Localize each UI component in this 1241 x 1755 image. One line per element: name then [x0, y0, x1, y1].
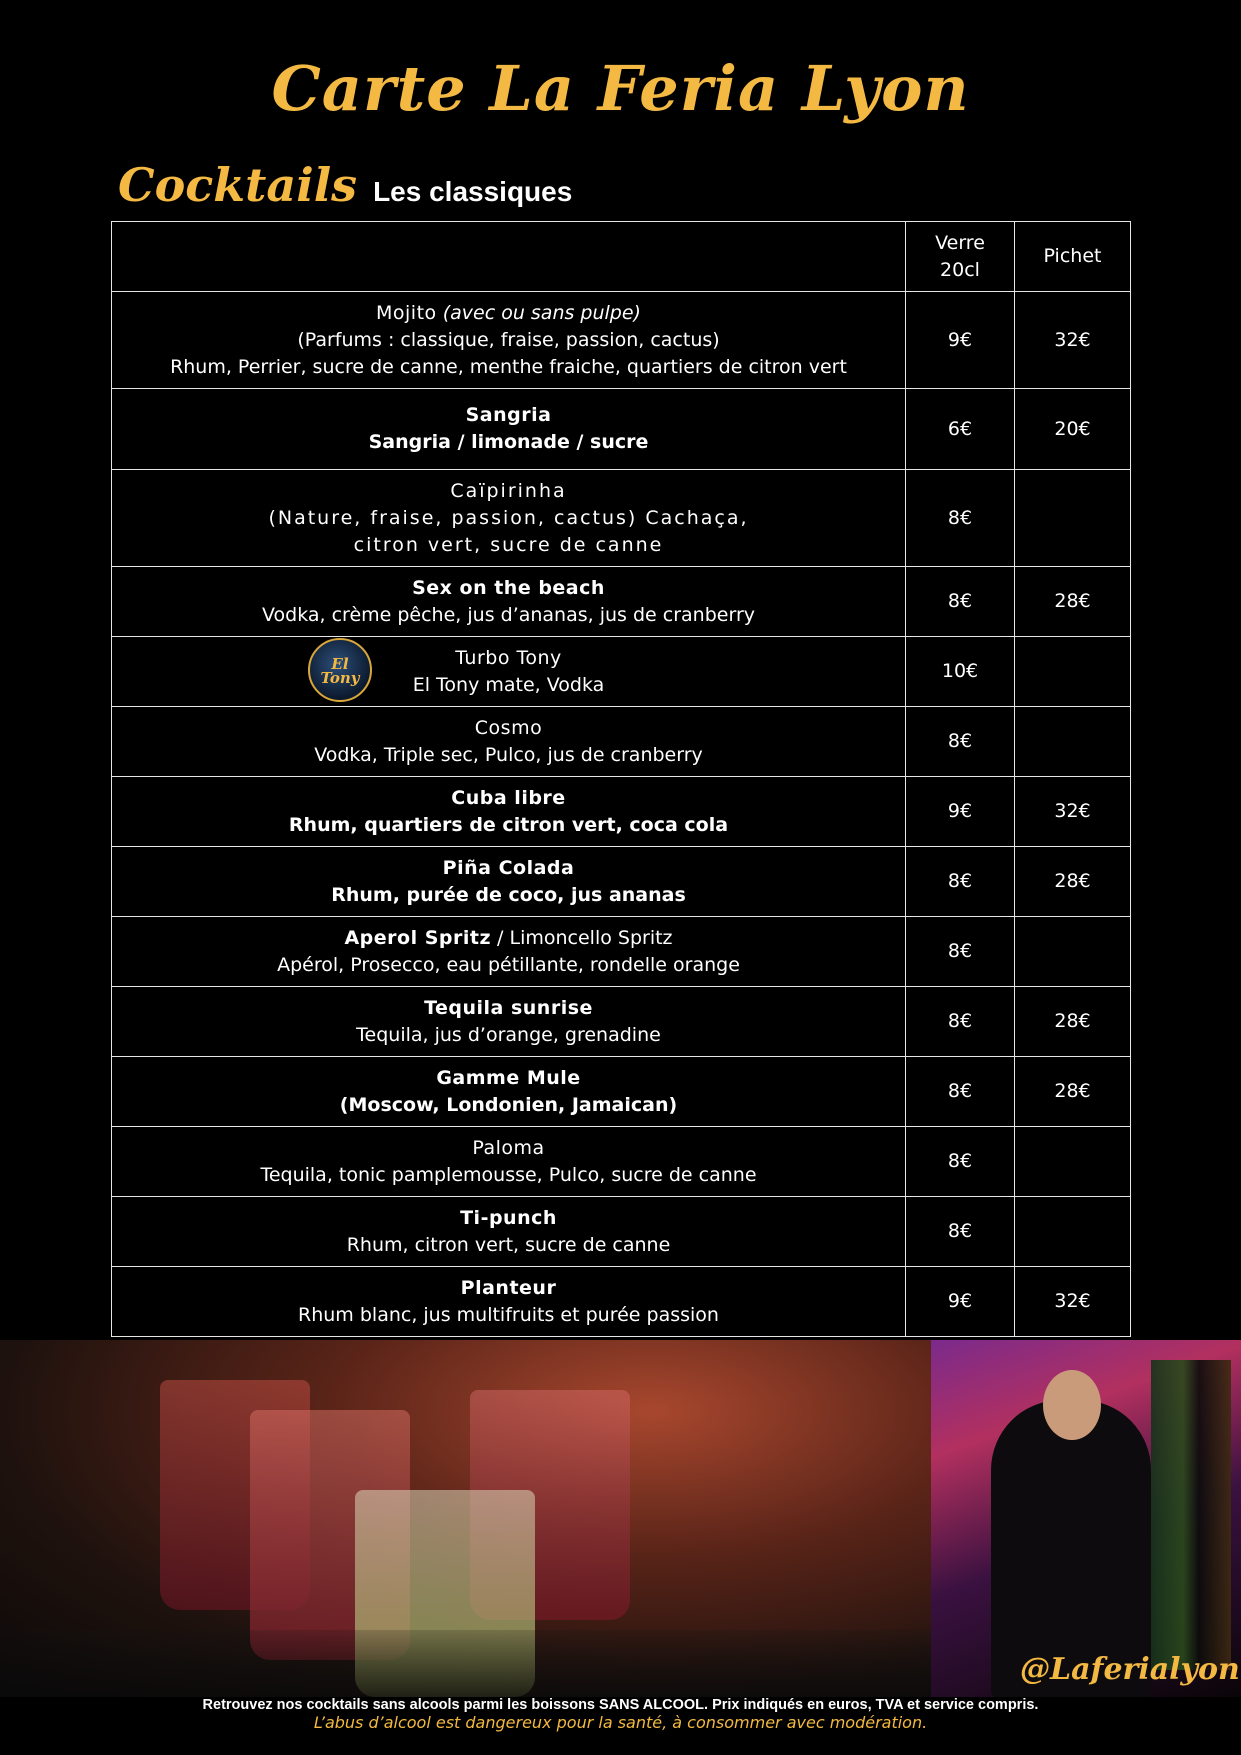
drink-ingredients: citron vert, sucre de canne — [353, 533, 664, 556]
drink-name: Sangria — [465, 404, 552, 426]
price-pichet: 20€ — [1015, 389, 1131, 470]
drink-cell — [112, 637, 906, 707]
drink-name: Sex on the beach — [412, 576, 605, 599]
el-tony-logo: El Tony — [308, 638, 372, 702]
drink-ingredients: (Moscow, Londonien, Jamaican) — [339, 1093, 678, 1116]
drink-ingredients: Tequila, jus d’orange, grenadine — [356, 1023, 661, 1046]
drink-cell — [112, 292, 906, 389]
price-verre: 8€ — [906, 707, 1015, 777]
table-row — [112, 987, 1131, 1057]
price-pichet — [1015, 1127, 1131, 1197]
drink-cell — [112, 470, 906, 567]
price-verre: 8€ — [906, 1127, 1015, 1197]
table-row — [112, 917, 1131, 987]
header-empty-cell — [112, 222, 906, 292]
drink-name: Caïpirinha — [450, 479, 567, 502]
section-subtitle: Les classiques — [373, 176, 573, 207]
price-verre: 10€ — [906, 637, 1015, 707]
drink-name: Turbo Tony — [455, 646, 562, 669]
page-title: Carte La Feria Lyon — [271, 52, 970, 125]
table-row — [112, 567, 1131, 637]
footer-warning: L’abus d’alcool est dangereux pour la santé, à consommer avec modération. — [313, 1713, 928, 1732]
price-pichet — [1015, 917, 1131, 987]
drink-cell — [112, 1267, 906, 1337]
drink-ingredients: Apérol, Prosecco, eau pétillante, rondelle orange — [277, 953, 740, 976]
section-header — [118, 158, 572, 216]
price-pichet: 32€ — [1015, 777, 1131, 847]
table-row — [112, 1197, 1131, 1267]
drink-ingredients: Rhum blanc, jus multifruits et purée passion — [298, 1303, 719, 1326]
table-row — [112, 389, 1131, 470]
price-verre: 6€ — [906, 389, 1015, 470]
drink-ingredients: Rhum, Perrier, sucre de canne, menthe fraiche, quartiers de citron vert — [170, 355, 847, 378]
drink-name: Ti-punch — [460, 1206, 557, 1229]
price-pichet: 32€ — [1015, 1267, 1131, 1337]
table-row — [112, 292, 1131, 389]
price-pichet: 28€ — [1015, 1057, 1131, 1127]
header-verre — [906, 222, 1015, 292]
cocktail-price-table — [111, 221, 1131, 1337]
drink-name: Gamme Mule — [436, 1066, 581, 1089]
drink-cell — [112, 707, 906, 777]
price-verre: 8€ — [906, 847, 1015, 917]
drink-ingredients: Sangria / limonade / sucre — [368, 431, 649, 453]
table-row — [112, 1127, 1131, 1197]
drink-ingredients: El Tony mate, Vodka — [412, 673, 605, 696]
header-verre-size: 20cl — [940, 258, 980, 281]
price-pichet: 28€ — [1015, 567, 1131, 637]
drink-name: Aperol Spritz — [344, 926, 492, 949]
header-verre-label: Verre — [935, 231, 985, 254]
drink-name: Tequila sunrise — [424, 996, 593, 1019]
price-verre: 8€ — [906, 470, 1015, 567]
drink-cell — [112, 1197, 906, 1267]
table-row — [112, 470, 1131, 567]
drink-cell — [112, 847, 906, 917]
drink-cell — [112, 777, 906, 847]
table-row — [112, 847, 1131, 917]
price-verre: 9€ — [906, 777, 1015, 847]
bartender-photo — [931, 1340, 1241, 1697]
price-verre: 8€ — [906, 917, 1015, 987]
price-pichet: 28€ — [1015, 987, 1131, 1057]
price-pichet — [1015, 470, 1131, 567]
table-row — [112, 637, 1131, 707]
drink-name: Planteur — [460, 1276, 557, 1299]
glass-shape — [0, 1630, 931, 1697]
drink-name-note: (avec ou sans pulpe) — [442, 301, 641, 324]
drink-ingredients: Vodka, Triple sec, Pulco, jus de cranberry — [314, 743, 703, 766]
price-verre: 9€ — [906, 292, 1015, 389]
price-pichet — [1015, 637, 1131, 707]
drink-cell — [112, 917, 906, 987]
section-title: Cocktails — [118, 158, 358, 212]
drink-ingredients: Tequila, tonic pamplemousse, Pulco, sucre de canne — [260, 1163, 757, 1186]
price-verre: 8€ — [906, 567, 1015, 637]
price-pichet: 28€ — [1015, 847, 1131, 917]
price-verre: 8€ — [906, 987, 1015, 1057]
price-pichet — [1015, 707, 1131, 777]
bottles-shelf — [1151, 1360, 1231, 1670]
drink-cell — [112, 1057, 906, 1127]
table-row — [112, 1267, 1131, 1337]
price-verre: 8€ — [906, 1197, 1015, 1267]
drink-name: Piña Colada — [442, 856, 575, 879]
drink-ingredients: Rhum, citron vert, sucre de canne — [346, 1233, 671, 1256]
price-verre: 8€ — [906, 1057, 1015, 1127]
drink-cell — [112, 1127, 906, 1197]
drink-cell — [112, 987, 906, 1057]
social-handle: @Laferialyon — [1020, 1652, 1240, 1687]
drink-ingredients: Rhum, quartiers de citron vert, coca cola — [288, 813, 729, 836]
price-pichet: 32€ — [1015, 292, 1131, 389]
drink-name-note: / Limoncello Spritz — [491, 926, 673, 949]
table-row — [112, 1057, 1131, 1127]
drink-cell — [112, 389, 906, 470]
table-row — [112, 707, 1131, 777]
table-row — [112, 777, 1131, 847]
drink-ingredients: Vodka, crème pêche, jus d’ananas, jus de cranberry — [262, 603, 755, 626]
drink-ingredients: Rhum, purée de coco, jus ananas — [331, 883, 686, 906]
drink-name: Cosmo — [474, 716, 543, 739]
price-verre: 9€ — [906, 1267, 1015, 1337]
cocktails-photo — [0, 1340, 931, 1697]
drink-name: Paloma — [472, 1136, 545, 1159]
drink-description: (Nature, fraise, passion, cactus) Cachaça, — [268, 506, 749, 529]
drink-name: Mojito — [376, 301, 437, 324]
table-header-row — [112, 222, 1131, 292]
drink-name: Cuba libre — [451, 786, 566, 809]
drink-description: (Parfums : classique, fraise, passion, cactus) — [297, 328, 720, 351]
price-pichet — [1015, 1197, 1131, 1267]
drink-cell — [112, 567, 906, 637]
footer-note: Retrouvez nos cocktails sans alcools parmi les boissons SANS ALCOOL. Prix indiqués en euros, TVA et service compris. — [202, 1697, 1039, 1713]
bartender-head — [1043, 1370, 1101, 1440]
header-pichet: Pichet — [1015, 222, 1131, 292]
